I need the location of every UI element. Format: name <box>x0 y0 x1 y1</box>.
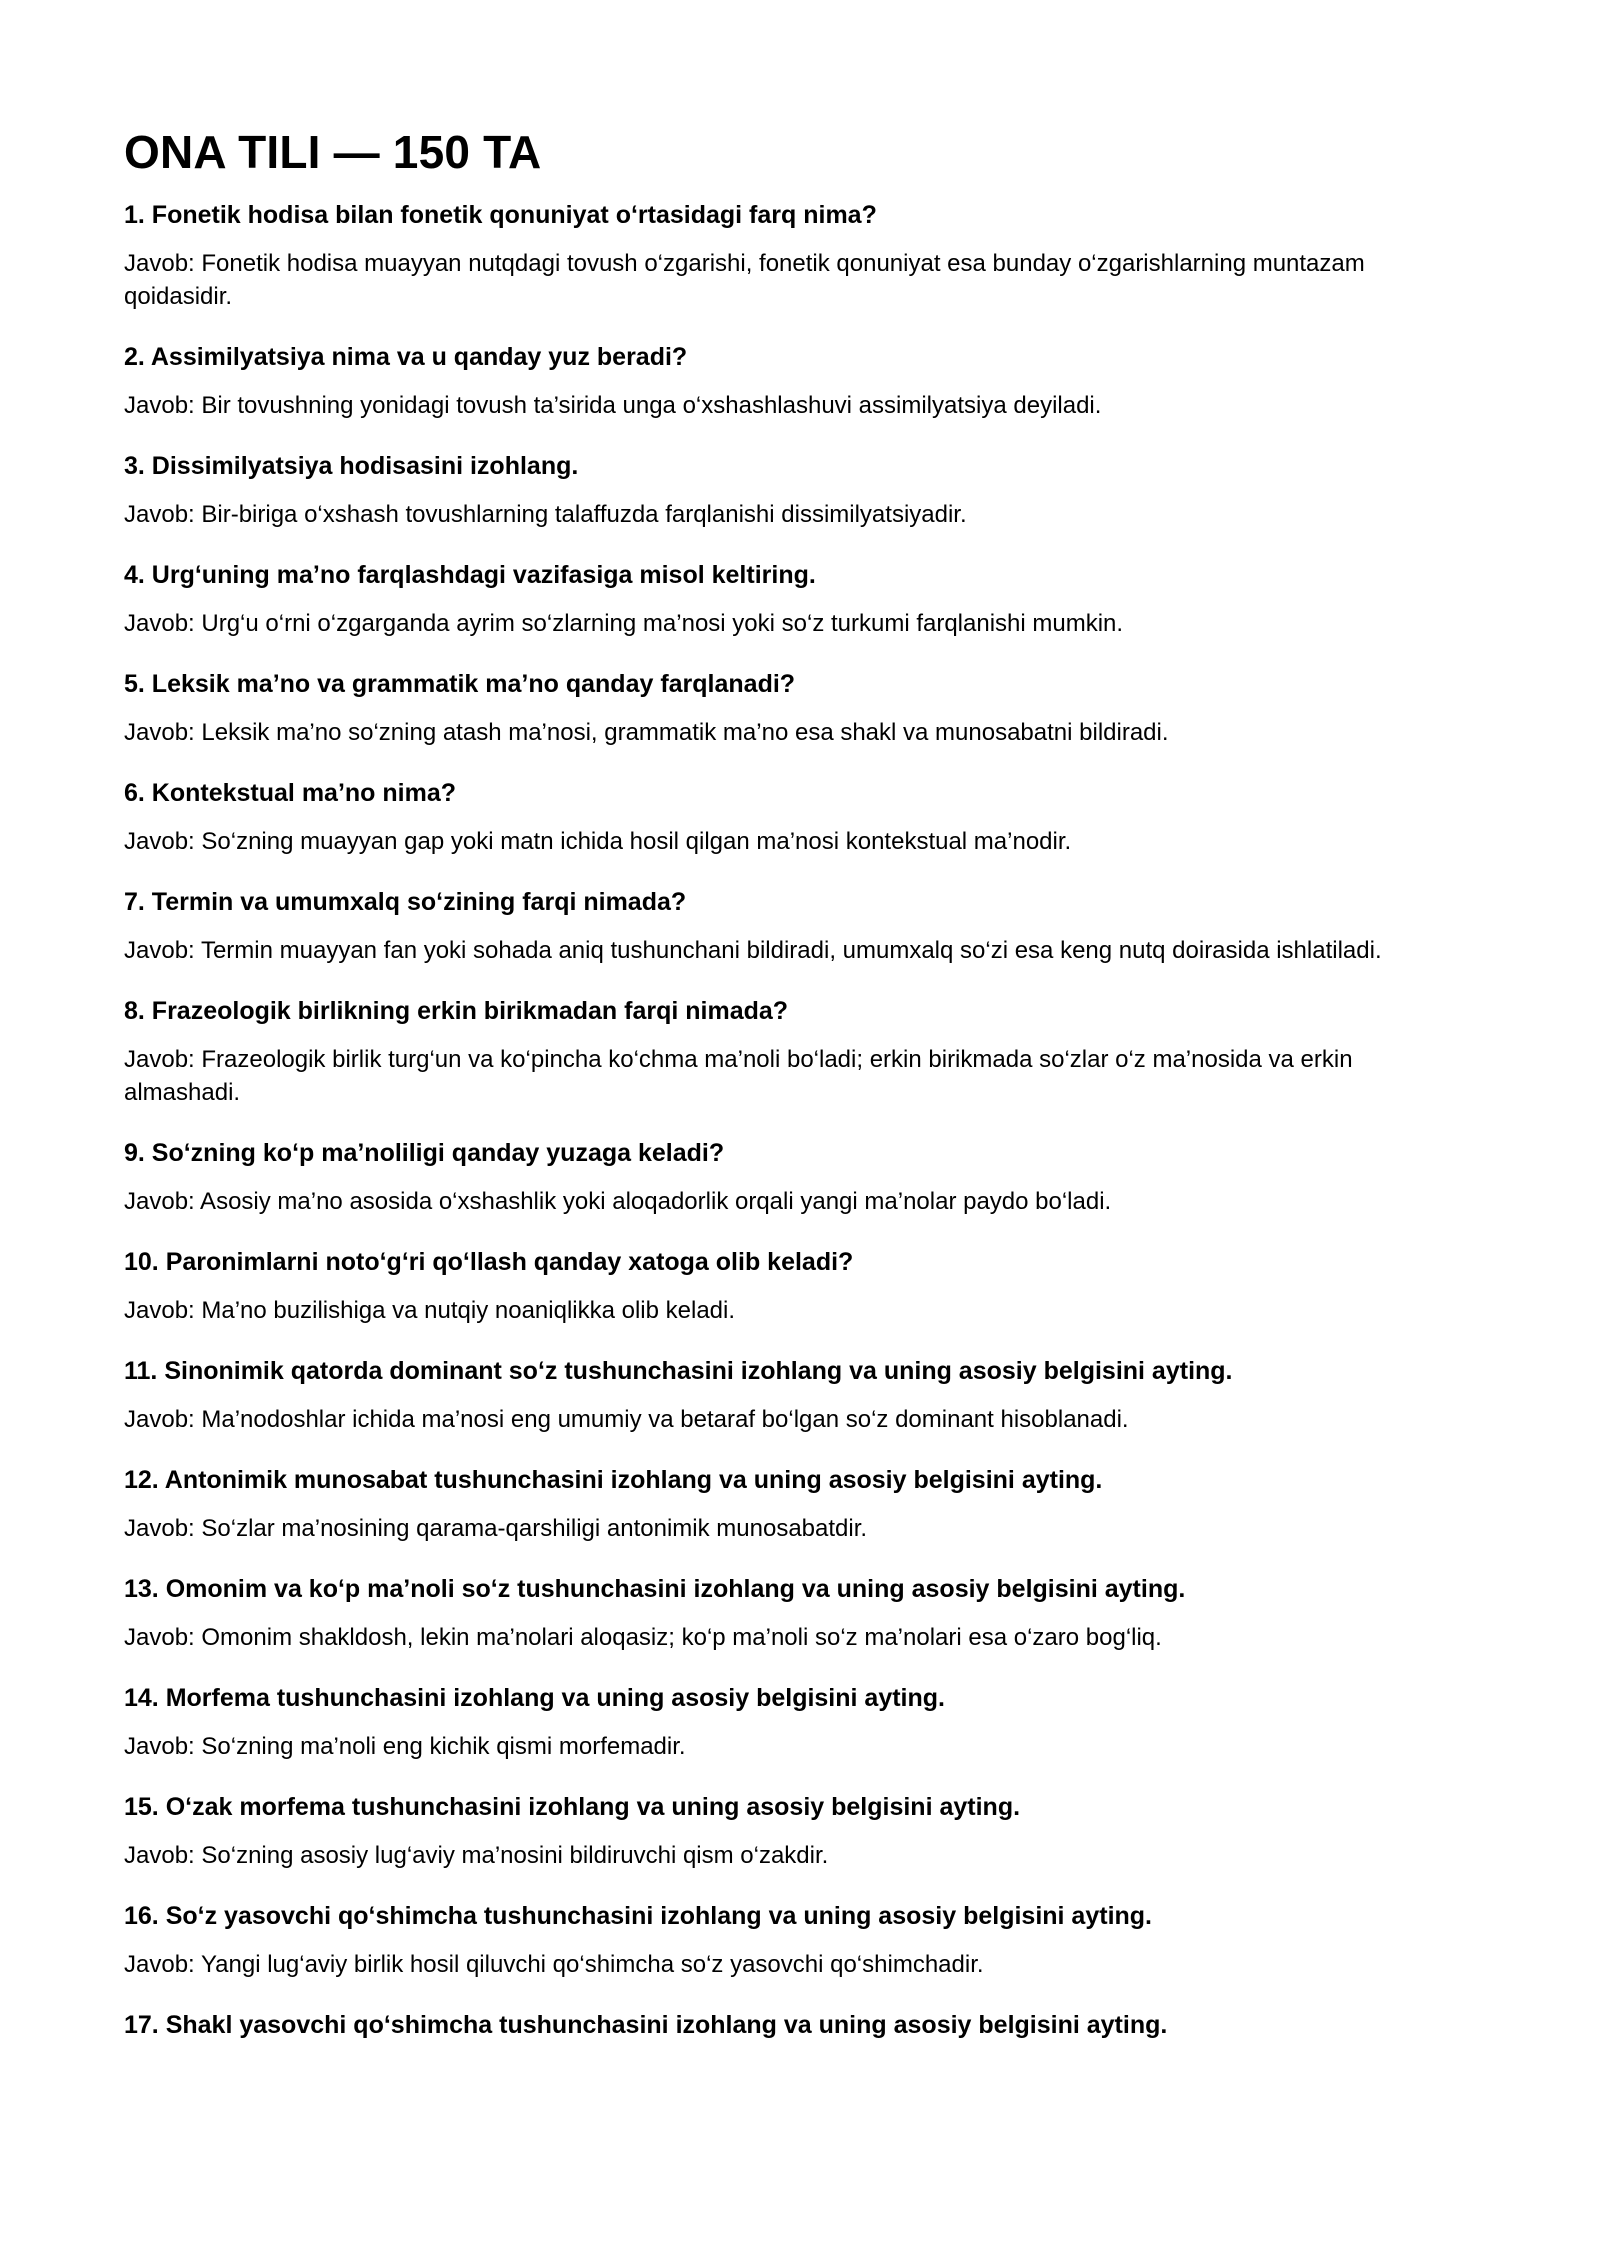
answer-text: Javob: Bir-biriga o‘xshash tovushlarning talaffuzda farqlanishi dissimilyatsiyadir. <box>124 501 967 528</box>
question-item <box>124 886 1476 967</box>
question-text: 12. Antonimik munosabat tushunchasini izohlang va uning asosiy belgisini ayting. <box>124 1466 1103 1494</box>
question-text: 1. Fonetik hodisa bilan fonetik qonuniyat o‘rtasidagi farq nima? <box>124 201 877 229</box>
document-page <box>124 126 1476 2069</box>
question-item <box>124 777 1476 858</box>
question-text: 13. Omonim va ko‘p ma’noli so‘z tushunchasini izohlang va uning asosiy belgisini ayting. <box>124 1575 1186 1603</box>
question-item <box>124 668 1476 749</box>
question-text: 8. Frazeologik birlikning erkin birikmadan farqi nimada? <box>124 997 789 1025</box>
question-text: 3. Dissimilyatsiya hodisasini izohlang. <box>124 452 579 480</box>
question-text: 11. Sinonimik qatorda dominant so‘z tushunchasini izohlang va uning asosiy belgisini ayting. <box>124 1357 1233 1385</box>
question-item <box>124 1900 1476 1981</box>
question-item <box>124 1464 1476 1545</box>
answer-text: Javob: Omonim shakldosh, lekin ma’nolari aloqasiz; ko‘p ma’noli so‘z ma’nolari esa o‘zaro bog‘liq. <box>124 1624 1162 1651</box>
document-title: ONA TILI — 150 TA <box>124 126 542 178</box>
question-item <box>124 559 1476 640</box>
question-text: 4. Urg‘uning ma’no farqlashdagi vazifasiga misol keltiring. <box>124 561 816 589</box>
answer-text: Javob: So‘zlar ma’nosining qarama-qarshiligi antonimik munosabatdir. <box>124 1515 868 1542</box>
question-text: 9. So‘zning ko‘p ma’noliligi qanday yuzaga keladi? <box>124 1139 725 1167</box>
answer-text: Javob: Urg‘u o‘rni o‘zgarganda ayrim so‘zlarning ma’nosi yoki so‘z turkumi farqlanishi mumkin. <box>124 610 1124 637</box>
answer-text: Javob: So‘zning muayyan gap yoki matn ichida hosil qilgan ma’nosi kontekstual ma’nodir. <box>124 828 1072 855</box>
question-text: 7. Termin va umumxalq so‘zining farqi nimada? <box>124 888 687 916</box>
answer-text: Javob: Leksik ma’no so‘zning atash ma’nosi, grammatik ma’no esa shakl va munosabatni bildiradi. <box>124 719 1169 746</box>
question-text: 14. Morfema tushunchasini izohlang va uning asosiy belgisini ayting. <box>124 1684 945 1712</box>
answer-text: Javob: Bir tovushning yonidagi tovush ta’sirida unga o‘xshashlashuvi assimilyatsiya deyiladi. <box>124 392 1102 419</box>
question-item <box>124 1791 1476 1872</box>
answer-text: Javob: Fonetik hodisa muayyan nutqdagi tovush o‘zgarishi, fonetik qonuniyat esa bunday o‘zgarishlarning muntazam qoidasidir. <box>124 250 1365 310</box>
answer-text: Javob: Yangi lug‘aviy birlik hosil qiluvchi qo‘shimcha so‘z yasovchi qo‘shimchadir. <box>124 1951 984 1978</box>
question-item <box>124 1137 1476 1218</box>
question-item <box>124 1682 1476 1763</box>
question-item <box>124 1573 1476 1654</box>
question-list <box>124 199 1476 2041</box>
question-text: 5. Leksik ma’no va grammatik ma’no qanday farqlanadi? <box>124 670 796 698</box>
question-item <box>124 995 1476 1109</box>
answer-text: Javob: Asosiy ma’no asosida o‘xshashlik yoki aloqadorlik orqali yangi ma’nolar paydo bo‘ladi. <box>124 1188 1112 1215</box>
question-text: 17. Shakl yasovchi qo‘shimcha tushunchasini izohlang va uning asosiy belgisini ayting. <box>124 2011 1168 2039</box>
question-item <box>124 341 1476 422</box>
answer-text: Javob: Ma’nodoshlar ichida ma’nosi eng umumiy va betaraf bo‘lgan so‘z dominant hisoblanadi. <box>124 1406 1129 1433</box>
question-item <box>124 1355 1476 1436</box>
question-item <box>124 450 1476 531</box>
question-item <box>124 1246 1476 1327</box>
question-item <box>124 2009 1476 2041</box>
answer-text: Javob: Frazeologik birlik turg‘un va ko‘pincha ko‘chma ma’noli bo‘ladi; erkin birikmada so‘zlar o‘z ma’nosida va erkin almashadi. <box>124 1046 1353 1106</box>
answer-text: Javob: Termin muayyan fan yoki sohada aniq tushunchani bildiradi, umumxalq so‘zi esa keng nutq doirasida ishlatiladi. <box>124 937 1382 964</box>
question-text: 15. O‘zak morfema tushunchasini izohlang va uning asosiy belgisini ayting. <box>124 1793 1021 1821</box>
question-text: 16. So‘z yasovchi qo‘shimcha tushunchasini izohlang va uning asosiy belgisini ayting. <box>124 1902 1153 1930</box>
question-text: 10. Paronimlarni noto‘g‘ri qo‘llash qanday xatoga olib keladi? <box>124 1248 854 1276</box>
answer-text: Javob: Ma’no buzilishiga va nutqiy noaniqlikka olib keladi. <box>124 1297 736 1324</box>
answer-text: Javob: So‘zning asosiy lug‘aviy ma’nosini bildiruvchi qism o‘zakdir. <box>124 1842 829 1869</box>
answer-text: Javob: So‘zning ma’noli eng kichik qismi morfemadir. <box>124 1733 686 1760</box>
question-text: 6. Kontekstual ma’no nima? <box>124 779 457 807</box>
question-item <box>124 199 1476 313</box>
question-text: 2. Assimilyatsiya nima va u qanday yuz beradi? <box>124 343 688 371</box>
